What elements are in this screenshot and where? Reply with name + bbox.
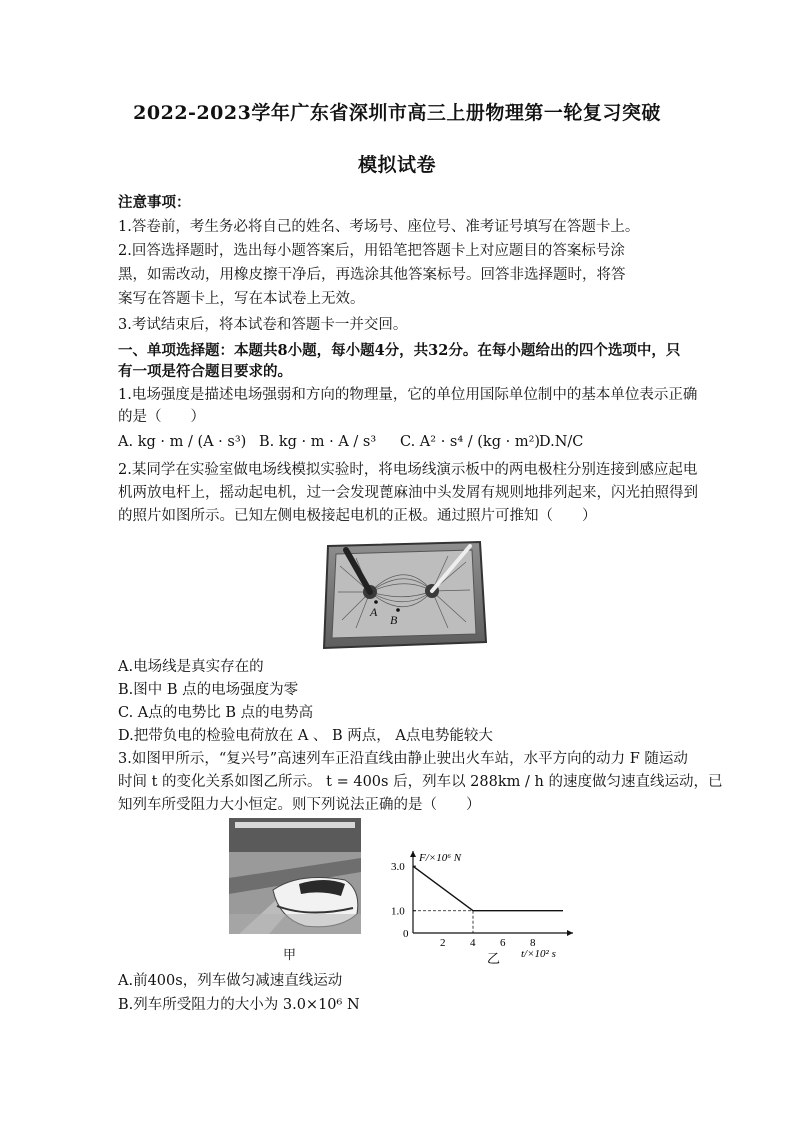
q2-option-d: D.把带负电的检验电荷放在 A 、 B 两点， A点电势能较大 [118,728,493,744]
x-tick-label: 4 [470,937,476,949]
notes-line-3: 黑，如需改动，用橡皮擦干净后，再选涂其他答案标号。回答非选择题时，将答 [118,267,626,283]
x-tick-label: 8 [530,937,536,949]
q1-option-c: C. A² · s⁴ / (kg · m²) [400,434,541,450]
page-title: 2022-2023学年广东省深圳市高三上册物理第一轮复习突破 [133,102,661,124]
q1-option-d: D.N/C [539,434,584,450]
y-axis-label: F/×10⁶ N [419,852,462,864]
q3-stem-line-1: 3.如图甲所示，“复兴号”高速列车正沿直线由静止驶出火车站，水平方向的动力 F 随运动 [118,751,688,767]
section1-line-1: 一、单项选择题：本题共8小题，每小题4分，共32分。在每小题给出的四个选项中，只 [118,342,681,359]
force-time-graph [385,845,585,965]
train-photo [229,818,361,934]
origin-label: 0 [403,928,409,940]
caption-jia: 甲 [283,948,297,963]
x-axis-label: t/×10² s [521,948,556,960]
q3-stem-line-2: 时间 t 的变化关系如图乙所示。 t = 400s 后，列车以 288km / h 的速度做匀速直线运动，已 [118,774,723,790]
series-line-f [413,866,563,911]
q1-option-a: A. kg · m / (A · s³) [118,434,247,450]
y-axis-arrow [410,851,416,857]
x-tick-label: 2 [440,937,446,949]
q2-option-c: C. A点的电势比 B 点的电势高 [118,705,314,721]
photo-label-a: A [370,605,378,619]
q3-option-a: A.前400s，列车做匀减速直线运动 [118,973,343,989]
q1-option-b: B. kg · m · A / s³ [259,434,377,450]
q2-stem-line-3: 的照片如图所示。已知左侧电极接起电机的正极。通过照片可推知（ ） [118,508,597,524]
notes-line-4: 案写在答题卡上，写在本试卷上无效。 [118,291,365,307]
q2-option-b: B.图中 B 点的电场强度为零 [118,682,299,698]
notes-line-1: 1.答卷前，考生务必将自己的姓名、考场号、座位号、准考证号填写在答题卡上。 [118,219,640,235]
q1-stem-line-2: 的是（ ） [118,409,205,425]
notes-line-2: 2.回答选择题时，选出每小题答案后，用铅笔把答题卡上对应题目的答案标号涂 [118,243,625,259]
q1-stem-line-1: 1.电场强度是描述电场强弱和方向的物理量，它的单位用国际单位制中的基本单位表示正确 [118,387,698,403]
q2-option-a: A.电场线是真实存在的 [118,659,264,675]
notes-heading: 注意事项： [118,194,191,211]
x-tick-label: 6 [500,937,506,949]
section1-line-2: 有一项是符合题目要求的。 [118,363,292,380]
q2-stem-line-2: 机两放电杆上，摇动起电机，过一会发现蓖麻油中头发屑有规则地排列起来，闪光拍照得到 [118,485,698,501]
y-tick-label: 1.0 [391,905,405,918]
q3-stem-line-3: 知列车所受阻力大小恒定。则下列说法正确的是（ ） [118,797,481,813]
q3-option-b: B.列车所受阻力的大小为 3.0×10⁶ N [118,997,360,1013]
field-line-photo [320,536,490,654]
page-subtitle: 模拟试卷 [357,154,436,176]
caption-yi: 乙 [487,952,501,965]
x-axis-arrow [567,930,573,936]
y-tick-label: 3.0 [391,861,405,874]
photo-label-b: B [390,613,398,627]
notes-line-5: 3.考试结束后，将本试卷和答题卡一并交回。 [118,317,408,333]
q2-stem-line-1: 2.某同学在实验室做电场线模拟实验时，将电场线演示板中的两电极柱分别连接到感应起电 [118,462,698,478]
